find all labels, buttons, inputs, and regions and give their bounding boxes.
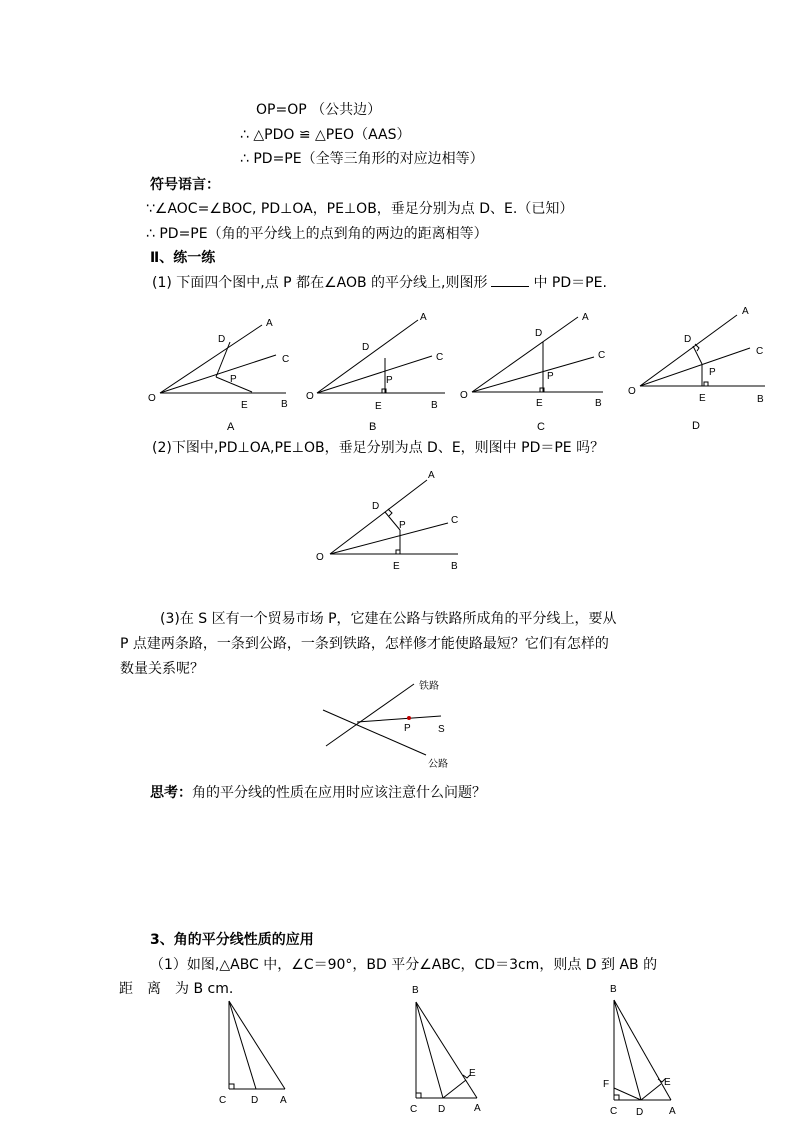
symbolic-heading: 符号语言： bbox=[150, 177, 220, 193]
fig-b-label-o: O bbox=[306, 391, 314, 402]
tri2-label-c: C bbox=[410, 1104, 418, 1115]
fig-a-label-a: A bbox=[266, 318, 273, 329]
tri3-label-e: E bbox=[664, 1077, 671, 1088]
figure-roads bbox=[323, 684, 441, 755]
fig-b-label-b: B bbox=[431, 400, 438, 411]
figure-q2 bbox=[330, 480, 458, 554]
tri2-label-b: B bbox=[412, 985, 419, 996]
practice-heading: Ⅱ、练一练 bbox=[150, 250, 216, 266]
q2-label-p: P bbox=[399, 520, 406, 531]
fig-d-label-c: C bbox=[756, 346, 764, 357]
proof-line-1: OP=OP （公共边） bbox=[256, 102, 382, 118]
fig-c-label-p: P bbox=[547, 371, 554, 382]
fig-c-label-d: D bbox=[535, 328, 543, 339]
q2-label-d: D bbox=[372, 501, 380, 512]
road-label-railway: 铁路 bbox=[419, 681, 439, 692]
fig-c-label-e: E bbox=[536, 398, 543, 409]
application-q1-line-2: 距 离 为 B cm. bbox=[119, 981, 234, 997]
q2-label-o: O bbox=[316, 552, 324, 563]
practice-q3-line-2: P 点建两条路，一条到公路，一条到铁路，怎样修才能使路最短？它们有怎样的 bbox=[120, 636, 609, 652]
think-text: 角的平分线的性质在应用时应该注意什么问题？ bbox=[192, 785, 486, 801]
road-label-highway: 公路 bbox=[428, 759, 448, 770]
road-label-s: S bbox=[438, 724, 445, 735]
practice-q3-line-3: 数量关系呢？ bbox=[120, 661, 204, 677]
figure-b bbox=[317, 320, 445, 393]
tri1-label-c: C bbox=[219, 1095, 227, 1106]
application-heading: 3、角的平分线性质的应用 bbox=[150, 932, 314, 948]
road-label-p: P bbox=[404, 723, 411, 734]
fig-d-label-b: B bbox=[757, 394, 764, 405]
fig-d-label-p: P bbox=[709, 367, 716, 378]
q2-label-c: C bbox=[451, 515, 459, 526]
fig-c-label-a: A bbox=[582, 312, 589, 323]
fig-b-label-c: C bbox=[436, 352, 444, 363]
fig-b-label-p: P bbox=[386, 375, 393, 386]
fig-d-label-o: O bbox=[628, 386, 636, 397]
tri3-label-d: D bbox=[636, 1107, 644, 1118]
application-q1-line-1: （1）如图,△ABC 中，∠C＝90°，BD 平分∠ABC，CD＝3cm，则点 D 到 AB 的 bbox=[150, 957, 658, 973]
fig-d-label-d: D bbox=[684, 334, 692, 345]
fig-c-label-b: B bbox=[595, 398, 602, 409]
q2-label-e: E bbox=[393, 561, 400, 572]
practice-q3-line-1: (3)在 S 区有一个贸易市场 P，它建在公路与铁路所成角的平分线上，要从 bbox=[160, 611, 617, 627]
tri3-label-f: F bbox=[603, 1079, 610, 1090]
q2-label-b: B bbox=[451, 561, 458, 572]
figure-d bbox=[640, 315, 765, 386]
tri2-label-a: A bbox=[474, 1103, 481, 1114]
market-point-p bbox=[407, 716, 411, 720]
fig-c-label-o: O bbox=[460, 390, 468, 401]
fig-a-label-d: D bbox=[218, 334, 226, 345]
fig-b-caption: B bbox=[369, 421, 377, 433]
fig-c-caption: C bbox=[537, 421, 545, 433]
fig-d-label-a: A bbox=[742, 306, 749, 317]
fig-a-label-c: C bbox=[282, 354, 290, 365]
think-label: 思考： bbox=[150, 785, 192, 801]
triangle-1 bbox=[229, 1001, 285, 1089]
fig-a-label-b: B bbox=[281, 399, 288, 410]
tri1-label-d: D bbox=[251, 1095, 259, 1106]
fig-c-label-c: C bbox=[598, 350, 606, 361]
think-line bbox=[150, 784, 486, 802]
tri1-label-a: A bbox=[280, 1095, 287, 1106]
tri3-label-c: C bbox=[610, 1106, 618, 1117]
fig-a-label-e: E bbox=[241, 400, 248, 411]
proof-line-3: ∴ PD=PE（全等三角形的对应边相等） bbox=[240, 151, 484, 167]
symbolic-given: ∵∠AOC=∠BOC, PD⊥OA，PE⊥OB，垂足分别为点 D、E.（已知） bbox=[146, 201, 574, 217]
triangle-2 bbox=[416, 1002, 477, 1098]
practice-q1-tail: 中 PD＝PE. bbox=[533, 275, 607, 291]
fig-b-label-d: D bbox=[362, 342, 370, 353]
q2-label-a: A bbox=[428, 470, 435, 481]
tri2-label-d: D bbox=[438, 1104, 446, 1115]
tri3-label-a: A bbox=[669, 1106, 676, 1117]
fig-a-label-p: P bbox=[230, 374, 237, 385]
fig-d-caption: D bbox=[692, 420, 700, 432]
fig-b-label-a: A bbox=[420, 312, 427, 323]
symbolic-conclusion: ∴ PD=PE（角的平分线上的点到角的两边的距离相等） bbox=[146, 226, 488, 242]
fig-d-label-e: E bbox=[699, 393, 706, 404]
practice-q1-text: (1) 下面四个图中,点 P 都在∠AOB 的平分线上,则图形 bbox=[152, 275, 488, 291]
fig-a-label-o: O bbox=[148, 393, 156, 404]
proof-line-2: ∴ △PDO ≌ △PEO（AAS） bbox=[240, 127, 411, 143]
tri2-label-e: E bbox=[469, 1068, 476, 1079]
tri3-label-b: B bbox=[610, 984, 617, 995]
fig-b-label-e: E bbox=[375, 401, 382, 412]
triangle-3 bbox=[614, 1000, 671, 1100]
fig-a-caption: A bbox=[227, 421, 235, 433]
practice-q2: (2)下图中,PD⊥OA,PE⊥OB，垂足分别为点 D、E，则图中 PD＝PE 吗？ bbox=[152, 440, 605, 456]
